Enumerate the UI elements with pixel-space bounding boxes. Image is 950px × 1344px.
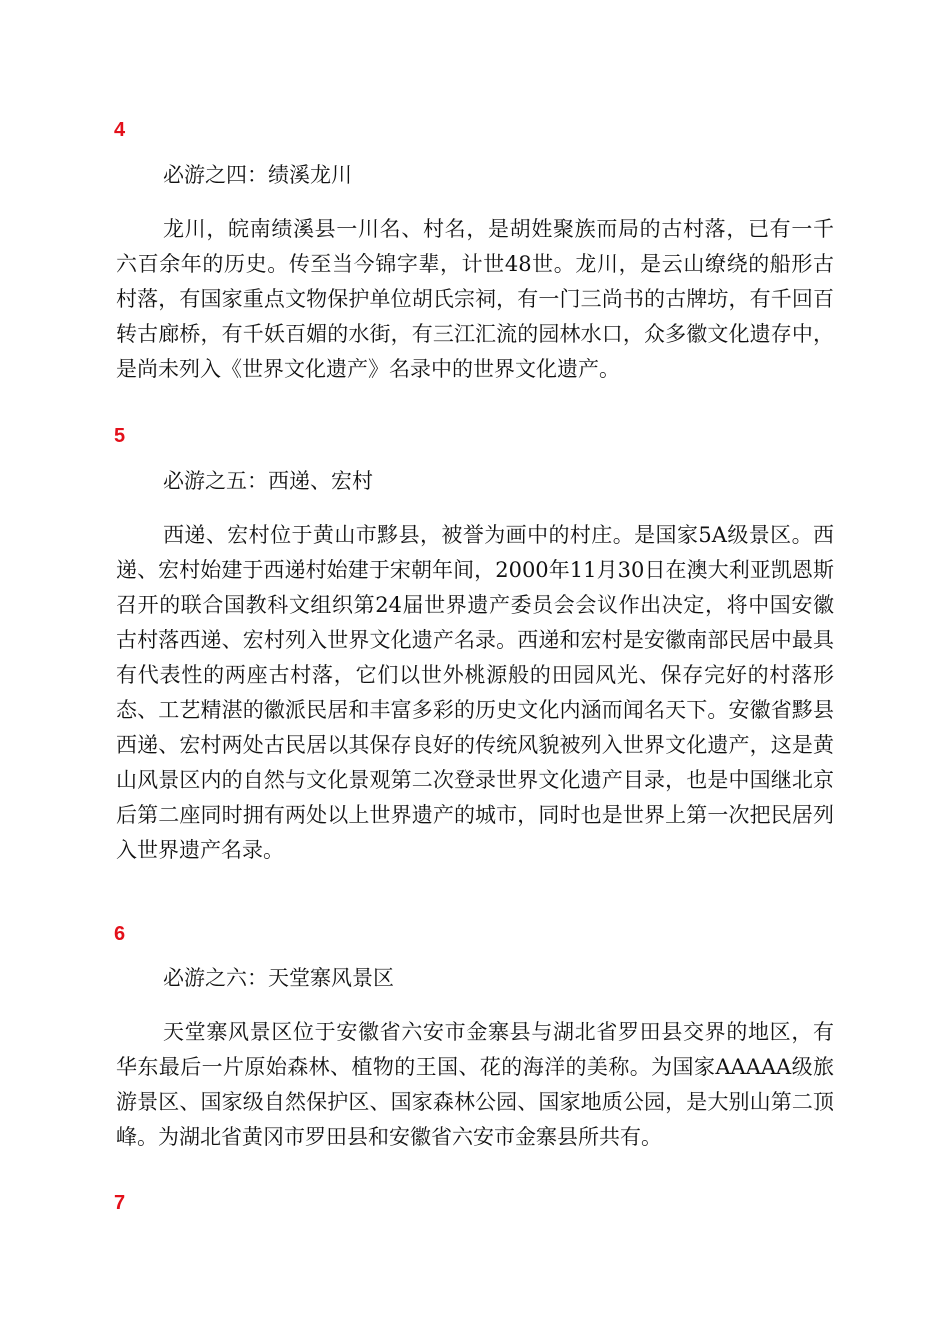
section-body-5: 西递、宏村位于黄山市黟县，被誉为画中的村庄。是国家5A级景区。西递、宏村始建于西递村始建于宋朝年间，2000年11月30日在澳大利亚凯恩斯召开的联合国教科文组织第24届世界遗产委员会会议作出决定，将中国安徽古村落西递、宏村列入世界文化遗产名录。西递和宏村是安徽南部民居中最具有代表性的两座古村落，它们以世外桃源般的田园风光、保存完好的村落形态、工艺精湛的徽派民居和丰富多彩的历史文化内涵而闻名天下。安徽省黟县西递、宏村两处古民居以其保存良好的传统风貌被列入世界文化遗产，这是黄山风景区内的自然与文化景观第二次登录世界文化遗产目录，也是中国继北京后第二座同时拥有两处以上世界遗产的城市，同时也是世界上第一次把民居列入世界遗产名录。	[116, 523, 834, 862]
section-title-5: 必游之五：西递、宏村	[163, 469, 373, 493]
section-body-4: 龙川，皖南绩溪县一川名、村名，是胡姓聚族而局的古村落，已有一千六百余年的历史。传至当今锦字辈，计世48世。龙川，是云山缭绕的船形古村落，有国家重点文物保护单位胡氏宗祠，有一门三尚书的古牌坊，有千回百转古廊桥，有千妖百媚的水街，有三江汇流的园林水口，众多徽文化遗存中，是尚未列入《世界文化遗产》名录中的世界文化遗产。	[116, 217, 834, 381]
section-title-4: 必游之四：绩溪龙川	[163, 163, 352, 187]
section-title-6: 必游之六：天堂寨风景区	[163, 966, 394, 990]
section-number-7: 7	[114, 1192, 126, 1214]
section-number-5: 5	[114, 425, 126, 447]
section-body-6: 天堂寨风景区位于安徽省六安市金寨县与湖北省罗田县交界的地区，有华东最后一片原始森林、植物的王国、花的海洋的美称。为国家AAAAA级旅游景区、国家级自然保护区、国家森林公园、国家地质公园，是大别山第二顶峰。为湖北省黄冈市罗田县和安徽省六安市金寨县所共有。	[116, 1020, 834, 1149]
section-number-6: 6	[114, 923, 126, 945]
section-number-4: 4	[114, 119, 126, 141]
